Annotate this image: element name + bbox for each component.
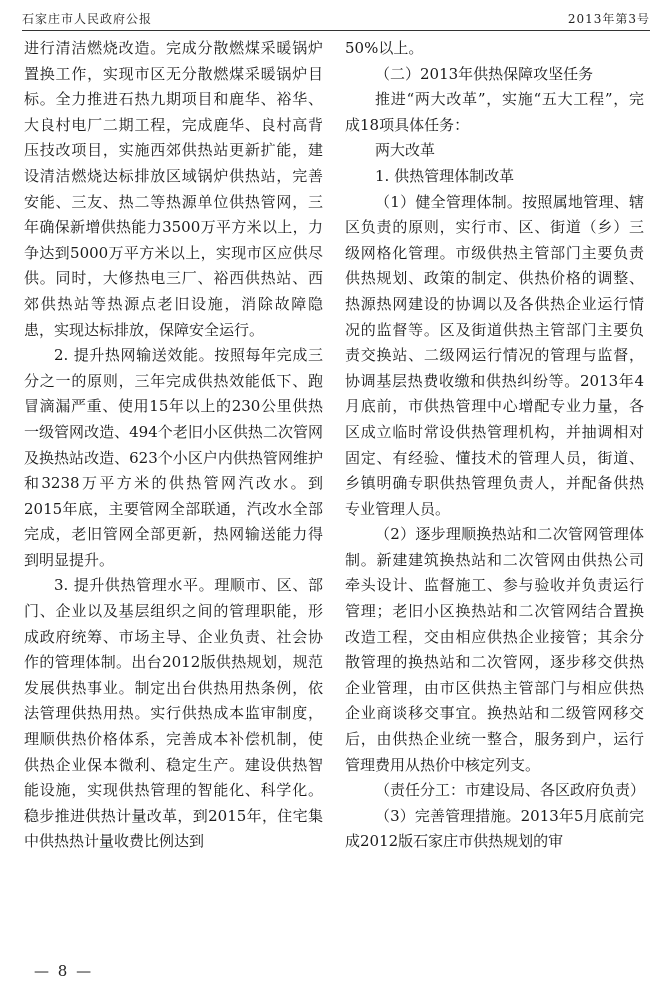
subheading: 1. 供热管理体制改革 <box>375 166 515 185</box>
right-column <box>345 36 644 855</box>
paragraph: 3. 提升供热管理水平。理顺市、区、部门、企业以及基层组织之间的管理职能，形成政府统筹、市场主导、企业负责、社会协作的管理体制。出台2012版供热规划，规范发展供热事业。制定出台供热用热条例，依法管理供热用热。实行供热成本监审制度，理顺供热价格体系，完善成本补偿机制，使供热企业保本微利、稳定生产。建设供热智能设施，实现供热管理的智能化、科学化。稳步推进供热计量改革，到2015年，住宅集中供热热计量收费比例达到 <box>24 576 323 851</box>
paragraph: 进行清洁燃烧改造。完成分散燃煤采暖锅炉置换工作，实现市区无分散燃煤采暖锅炉目标。全力推进石热九期项目和鹿华、裕华、大良村电厂二期工程，完成鹿华、良村高背压技改项目，实施西郊供热站更新扩能，建设清洁燃烧达标排放区域锅炉供热站，完善安能、三友、热二等热源单位供热管网，三年确保新增供热能力3500万平方米以上，力争达到5000万平方米以上，实现市区应供尽供。同时，大修热电三厂、裕西供热站、西郊供热站等热源点老旧设施，消除故障隐患，实现达标排放，保障安全运行。 <box>24 39 323 339</box>
left-column <box>24 36 323 855</box>
paragraph: 推进“两大改革”，实施“五大工程”，完成18项具体任务： <box>345 90 644 134</box>
paragraph: （2）逐步理顺换热站和二次管网管理体制。新建建筑换热站和二次管网由供热公司牵头设计、监督施工、参与验收并负责运行管理；老旧小区换热站和二次管网结合置换改造工程，交由相应供热企业接管；其余分散管理的换热站和二次管网，逐步移交供热企业管理，由市区供热主管部门与相应供热企业商谈移交事宜。换热站和二级管网移交后，由供热企业统一整合，服务到户，运行管理费用从热价中核定列支。 <box>345 525 644 774</box>
page-header <box>22 4 650 28</box>
page-number: — 8 — <box>34 962 94 980</box>
journal-title: 石家庄市人民政府公报 <box>22 12 153 26</box>
section-heading: （二）2013年供热保障攻坚任务 <box>375 64 594 83</box>
issue-number: 2013年第3号 <box>567 12 650 26</box>
paragraph: 2. 提升热网输送效能。按照每年完成三分之一的原则，三年完成供热效能低下、跑冒滴漏严重、使用15年以上的230公里供热一级管网改造、494个老旧小区供热二次管网及换热站改造、623个小区户内供热管网维护和3238万平方米的供热管网汽改水。到2015年底，主要管网全部联通，汽改水全部完成，老旧管网全部更新，热网输送能力得到明显提升。 <box>24 346 323 569</box>
responsibility-note: （责任分工：市建设局、各区政府负责） <box>375 781 646 800</box>
paragraph: 50%以上。 <box>345 39 424 57</box>
subheading: 两大改革 <box>375 141 436 160</box>
paragraph: （1）健全管理体制。按照属地管理、辖区负责的原则，实行市、区、街道（乡）三级网格化管理。市级供热主管部门主要负责供热规划、政策的制定、供热价格的调整、热源热网建设的协调以及各供热企业运行情况的监督等。区及街道供热主管部门主要负责交换站、二级网运行情况的管理与监督，协调基层热费收缴和供热纠纷等。2013年4月底前，市供热管理中心增配专业力量，各区成立临时常设供热管理机构，并抽调相对固定、有经验、懂技术的管理人员，街道、乡镇明确专职供热管理负责人，并配备供热专业管理人员。 <box>345 192 644 518</box>
paragraph: （3）完善管理措施。2013年5月底前完成2012版石家庄市供热规划的审 <box>345 806 644 851</box>
header-rule <box>22 30 650 31</box>
